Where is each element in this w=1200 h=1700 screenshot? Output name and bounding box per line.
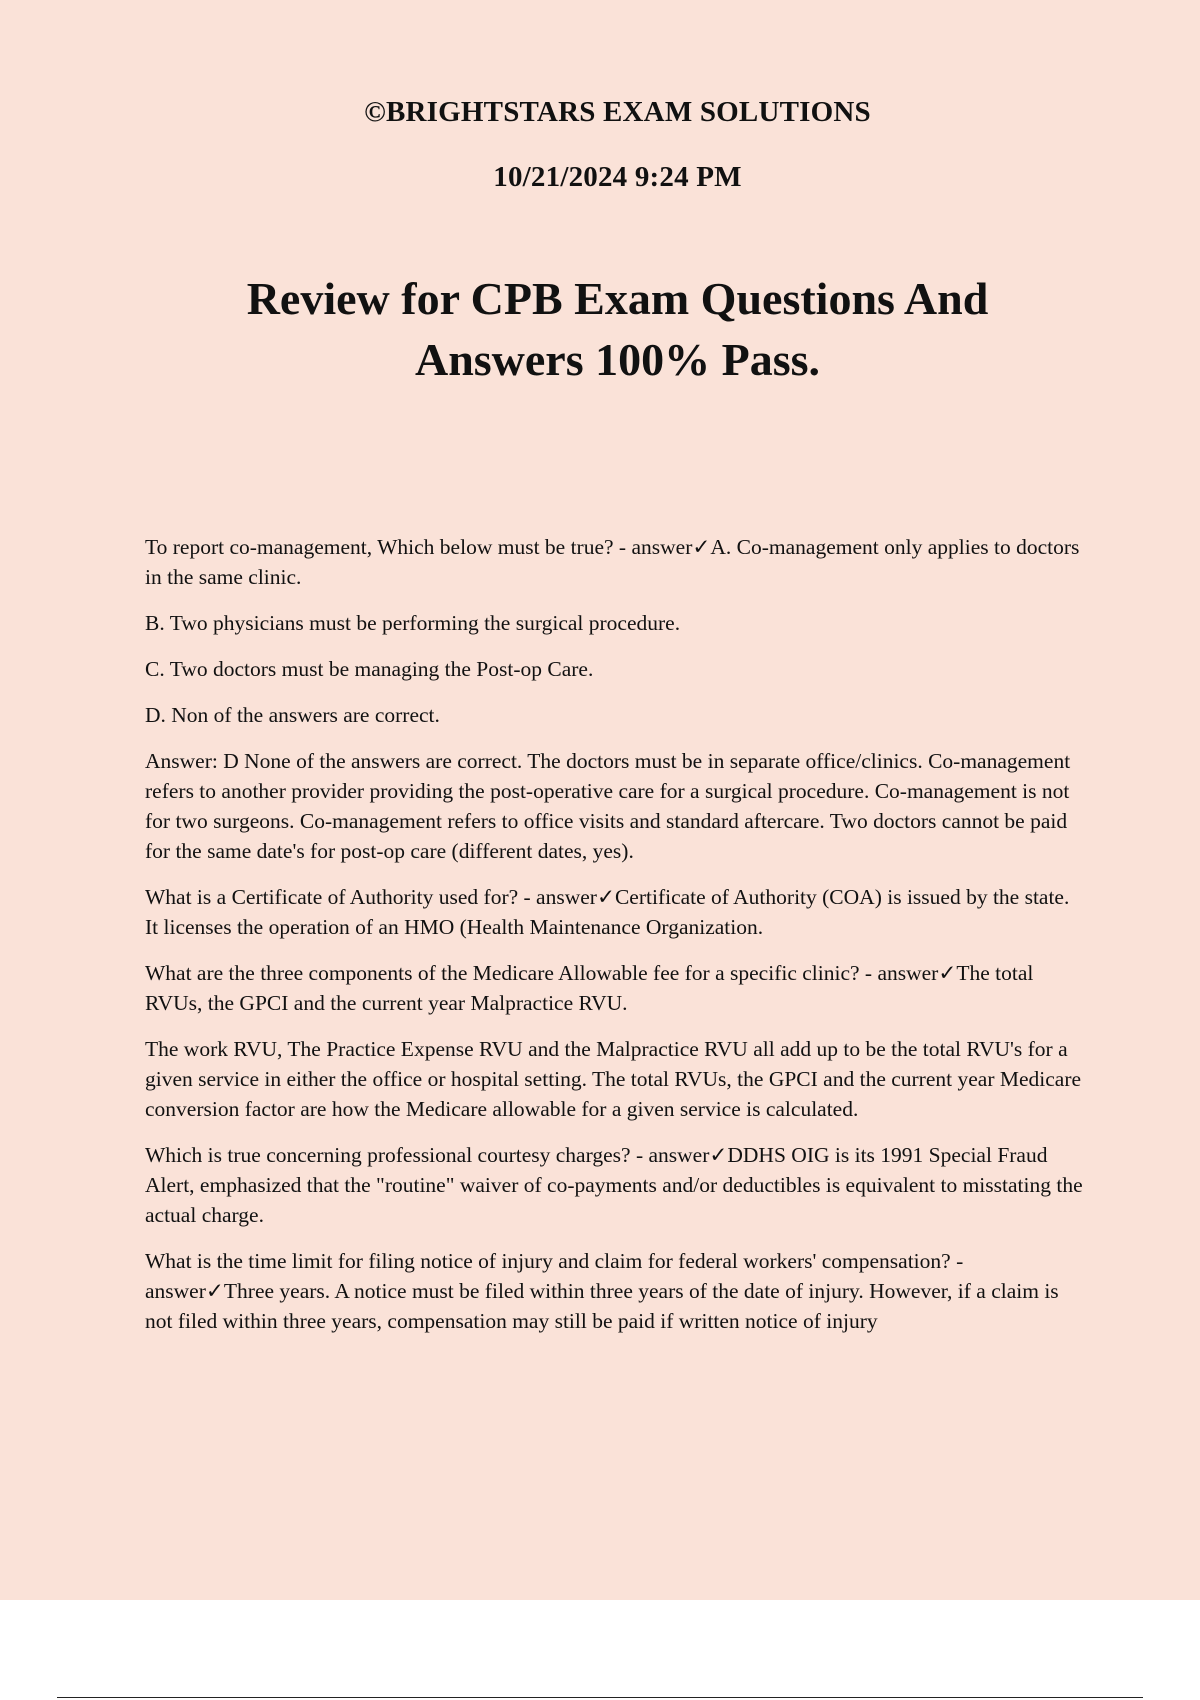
paragraph: Which is true concerning professional courtesy charges? - answer✓DDHS OIG is its 1991 Special Fraud Alert, emphasized that the "routine" waiver of co-payments and/or deductibles is equivalent to misstating the actual charge. bbox=[145, 1143, 1083, 1227]
paragraph: D. Non of the answers are correct. bbox=[145, 703, 440, 727]
paragraph: The work RVU, The Practice Expense RVU and the Malpractice RVU all add up to be the total RVU's for a given service in either the office or hospital setting. The total RVUs, the GPCI and the current year Medicare conversion factor are how the Medicare allowable for a given service is calculated. bbox=[145, 1037, 1082, 1121]
document-body bbox=[145, 532, 1085, 1352]
paragraph: What is the time limit for filing notice of injury and claim for federal workers' compensation? - answer✓Three years. A notice must be filed within three years of the date of injury. However, if a claim is not filed within three years, compensation may still be paid if written notice of injury bbox=[145, 1249, 1059, 1333]
paragraph: To report co-management, Which below must be true? - answer✓A. Co-management only applies to doctors in the same clinic. bbox=[145, 535, 1080, 589]
paragraph: What is a Certificate of Authority used for? - answer✓Certificate of Authority (COA) is issued by the state. It licenses the operation of an HMO (Health Maintenance Organization. bbox=[145, 885, 1070, 939]
paragraph: What are the three components of the Medicare Allowable fee for a specific clinic? - answer✓The total RVUs, the GPCI and the current year Malpractice RVU. bbox=[145, 961, 1034, 1015]
paragraph: Answer: D None of the answers are correct. The doctors must be in separate office/clinics. Co-management refers to another provider providing the post-operative care for a surgical procedure. Co-management is not for two surgeons. Co-management refers to office visits and standard aftercare. Two doctors cannot be paid for the same date's for post-op care (different dates, yes). bbox=[145, 749, 1071, 863]
footer-divider bbox=[57, 1697, 1143, 1698]
copyright-header: ©BRIGHTSTARS EXAM SOLUTIONS bbox=[364, 96, 871, 128]
datetime-header: 10/21/2024 9:24 PM bbox=[493, 161, 742, 193]
document-title: Review for CPB Exam Questions And Answers 100% Pass. bbox=[246, 273, 989, 385]
paragraph: C. Two doctors must be managing the Post-op Care. bbox=[145, 657, 594, 681]
paragraph: B. Two physicians must be performing the surgical procedure. bbox=[145, 611, 681, 635]
